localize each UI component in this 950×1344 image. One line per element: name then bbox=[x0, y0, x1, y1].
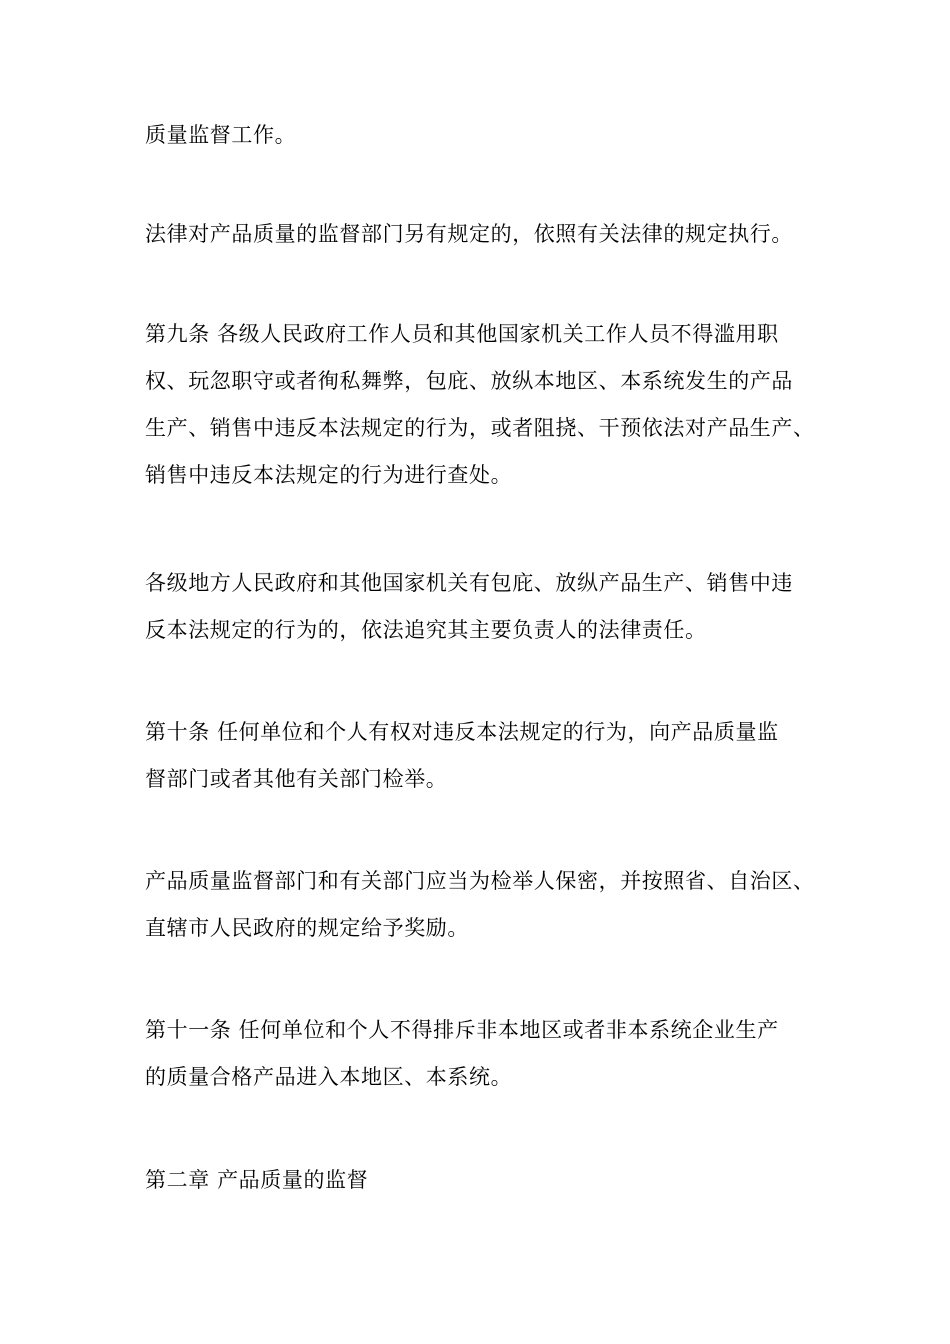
chapter-heading bbox=[145, 1157, 810, 1204]
article-10 bbox=[145, 709, 810, 803]
paragraph-2 bbox=[145, 211, 810, 258]
text-line: 第九条 各级人民政府工作人员和其他国家机关工作人员不得滥用职 bbox=[145, 322, 779, 346]
text-line: 权、玩忽职守或者徇私舞弊，包庇、放纵本地区、本系统发生的产品 bbox=[145, 369, 793, 393]
text-line: 法律对产品质量的监督部门另有规定的，依照有关法律的规定执行。 bbox=[145, 222, 793, 246]
text-line: 第二章 产品质量的监督 bbox=[145, 1168, 369, 1192]
paragraph-1 bbox=[145, 112, 810, 159]
article-11 bbox=[145, 1007, 810, 1101]
text-line: 直辖市人民政府的规定给予奖励。 bbox=[145, 916, 469, 940]
text-line: 生产、销售中违反本法规定的行为，或者阻挠、干预依法对产品生产、 bbox=[145, 416, 815, 440]
text-line: 第十条 任何单位和个人有权对违反本法规定的行为，向产品质量监 bbox=[145, 720, 779, 744]
text-line: 产品质量监督部门和有关部门应当为检举人保密，并按照省、自治区、 bbox=[145, 869, 815, 893]
text-line: 的质量合格产品进入本地区、本系统。 bbox=[145, 1065, 513, 1089]
article-9 bbox=[145, 311, 815, 499]
text-line: 销售中违反本法规定的行为进行查处。 bbox=[145, 463, 513, 487]
text-line: 各级地方人民政府和其他国家机关有包庇、放纵产品生产、销售中违 bbox=[145, 571, 793, 595]
text-line: 第十一条 任何单位和个人不得排斥非本地区或者非本系统企业生产 bbox=[145, 1018, 779, 1042]
paragraph-6 bbox=[145, 858, 815, 952]
text-line: 质量监督工作。 bbox=[145, 123, 297, 147]
paragraph-4 bbox=[145, 560, 810, 654]
text-line: 反本法规定的行为的，依法追究其主要负责人的法律责任。 bbox=[145, 618, 707, 642]
text-line: 督部门或者其他有关部门检举。 bbox=[145, 767, 448, 791]
